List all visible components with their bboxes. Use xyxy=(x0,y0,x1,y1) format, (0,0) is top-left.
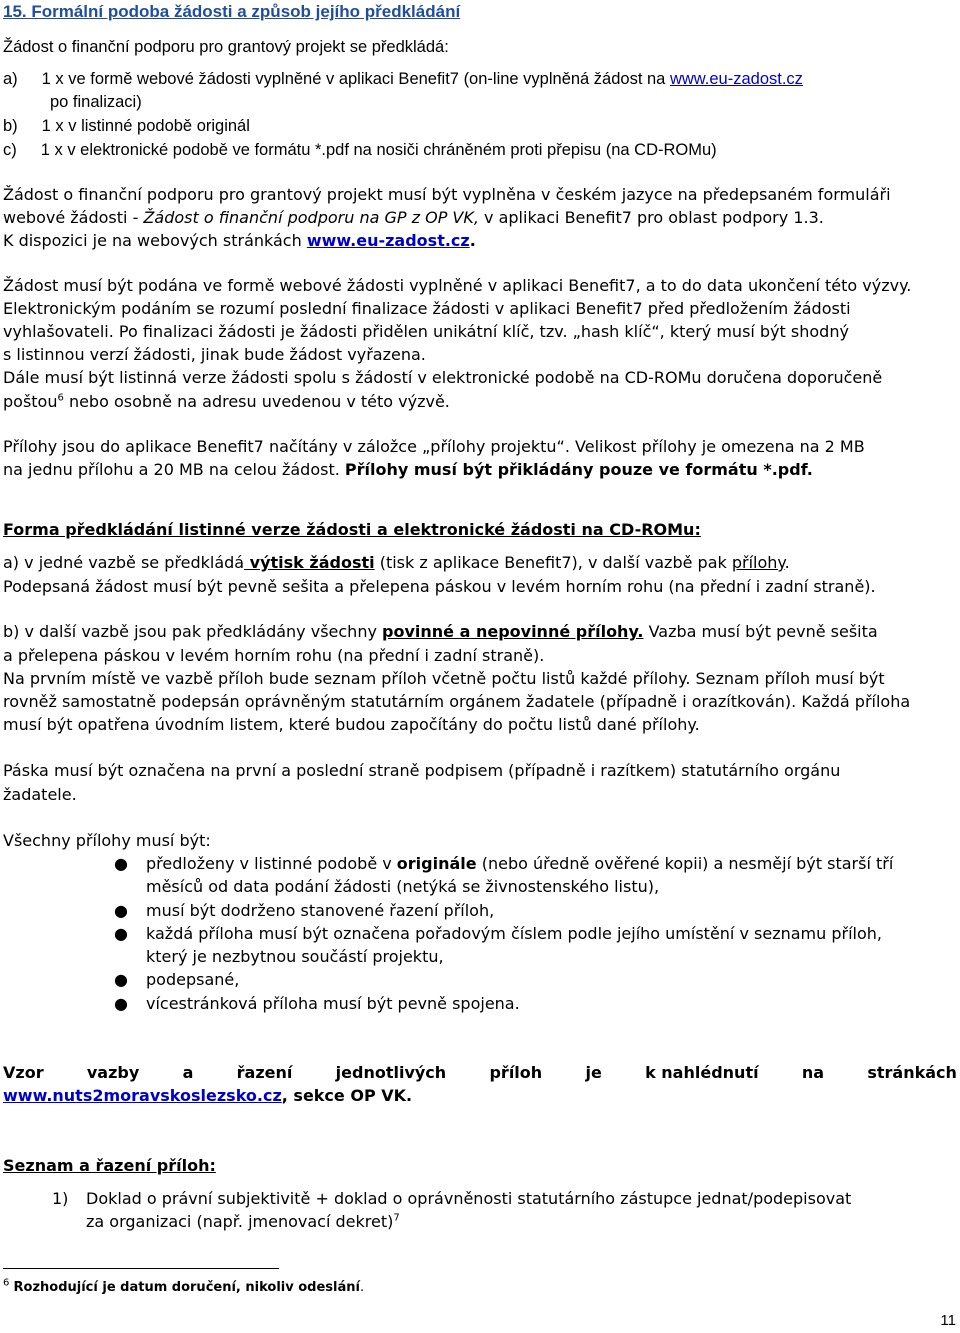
bullet-icon: ● xyxy=(114,924,128,943)
text-span: a) v jedné vazbě se předkládá xyxy=(3,553,245,572)
text-span: předloženy v listinné podobě v xyxy=(146,854,397,873)
list-item-c xyxy=(3,139,717,161)
text-span: b) v další vazbě jsou pak předkládány všechny xyxy=(3,622,383,641)
text-span: (nebo úředně ověřené kopii) a nesmějí být starší tří xyxy=(476,854,894,873)
bullet-item-line: měsíců od data podání žádosti (netýká se živnostenského listu), xyxy=(146,877,660,896)
text-span: . xyxy=(359,1280,365,1295)
text-span: řazení xyxy=(236,1063,293,1082)
nuts2-link[interactable]: www.nuts2moravskoslezsko.cz xyxy=(3,1086,282,1105)
paragraph-3-line-1: Přílohy jsou do aplikace Benefit7 načítány v záložce „přílohy projektu“. Velikost přílohy je omezena na 2 MB xyxy=(3,437,865,456)
text-span: příloh xyxy=(489,1063,543,1082)
attachments-intro: Všechny přílohy musí být: xyxy=(3,831,211,850)
text-span: vazby xyxy=(86,1063,140,1082)
form-section-heading: Forma předkládání listinné verze žádosti a elektronické žádosti na CD-ROMu: xyxy=(3,520,701,539)
text-span: . xyxy=(469,231,476,250)
bullet-icon: ● xyxy=(114,994,128,1013)
bullet-item-line: podepsané, xyxy=(146,970,240,989)
form-name: Žádost o finanční podporu na GP z OP VK, xyxy=(143,208,479,227)
stamp-paragraph-line: žadatele. xyxy=(3,785,77,804)
eu-zadost-link-2[interactable]: www.eu-zadost.cz xyxy=(306,231,470,250)
bullet-icon: ● xyxy=(114,854,128,873)
text-span: Vazba musí být pevně sešita xyxy=(643,622,878,641)
numbered-item-line xyxy=(86,1211,400,1233)
text-span: K dispozici je na webových stránkách xyxy=(3,231,307,250)
bullet-item-line: vícestránková příloha musí být pevně spojena. xyxy=(146,994,520,1013)
list-marker: c) xyxy=(3,141,17,159)
text-span: na jednu přílohu a 20 MB na celou žádost. xyxy=(3,460,345,479)
section-heading: 15. Formální podoba žádosti a způsob jejího předkládání xyxy=(3,2,461,21)
list-text: 1 x ve formě webové žádosti vyplněné v aplikaci Benefit7 (on-line vyplněná žádost na xyxy=(41,70,670,88)
footnote-divider xyxy=(3,1268,279,1269)
footnote-ref: 7 xyxy=(393,1212,400,1224)
form-b-line: rovněž samostatně podepsán oprávněným statutárním orgánem žadatele (případně i orazítkován). Každá příloha xyxy=(3,692,911,711)
attachments-list-heading: Seznam a řazení příloh: xyxy=(3,1156,216,1175)
text-span: na xyxy=(801,1063,825,1082)
text-span: originále xyxy=(396,854,477,873)
numbered-item-line: Doklad o právní subjektivitě + doklad o oprávněnosti statutárního zástupce jednat/podepisovat xyxy=(86,1189,852,1208)
text-span: poštou xyxy=(3,392,58,411)
footnote-ref: 6 xyxy=(57,392,64,404)
list-text: 1 x v elektronické podobě ve formátu *.pdf na nosiči chráněném proti přepisu (na CD-ROMu) xyxy=(40,141,717,159)
text-span: jednotlivých xyxy=(335,1063,447,1082)
text-span: . xyxy=(784,553,790,572)
footnote xyxy=(3,1278,364,1298)
paragraph-2-line: s listinnou verzí žádosti, jinak bude žádost vyřazena. xyxy=(3,345,426,364)
form-b-line: Na prvním místě ve vazbě příloh bude seznam příloh včetně počtu listů každé přílohy. Seznam příloh musí být xyxy=(3,669,885,688)
text-span: Vzor xyxy=(3,1063,44,1082)
stamp-paragraph-line: Páska musí být označena na první a poslední straně podpisem (případně i razítkem) statutárního orgánu xyxy=(3,761,841,780)
paragraph-2-line: Žádost musí být podána ve formě webové žádosti vyplněné v aplikaci Benefit7, a to do data ukončení této výzvy. xyxy=(3,276,912,295)
list-item-a xyxy=(3,68,803,90)
paragraph-2-line: Dále musí být listinná verze žádosti spolu s žádostí v elektronické podobě na CD-ROMu doručena doporučeně xyxy=(3,368,883,387)
binding-line-1 xyxy=(3,1062,957,1084)
bullet-item-line: každá příloha musí být označena pořadovým číslem podle jejího umístění v seznamu příloh, xyxy=(146,924,882,943)
text-span: za organizaci (např. jmenovací dekret) xyxy=(86,1212,394,1231)
numbered-marker: 1) xyxy=(52,1189,69,1208)
list-marker: a) xyxy=(3,70,18,88)
text-span: nebo osobně na adresu uvedenou v této výzvě. xyxy=(63,392,450,411)
form-a-emphasis: výtisk žádosti xyxy=(244,553,375,572)
text-span: a xyxy=(182,1063,194,1082)
text-span: , sekce OP VK. xyxy=(281,1086,413,1105)
pdf-requirement: Přílohy musí být přikládány pouze ve formátu *.pdf. xyxy=(344,460,813,479)
paragraph-2-line xyxy=(3,391,450,413)
paragraph-1-line-1: Žádost o finanční podporu pro grantový projekt musí být vyplněna v českém jazyce na předepsaném formuláři xyxy=(3,185,891,204)
list-item-a-continuation: po finalizaci) xyxy=(50,93,142,111)
list-marker: b) xyxy=(3,117,18,135)
bullet-item-line xyxy=(146,853,893,875)
list-item-b xyxy=(3,115,250,137)
paragraph-1-line-2 xyxy=(3,207,824,229)
eu-zadost-link[interactable]: www.eu-zadost.cz xyxy=(669,70,803,88)
bullet-icon: ● xyxy=(114,901,128,920)
form-a-line-2: Podepsaná žádost musí být pevně sešita a přelepena páskou v levém horním rohu (na přední i zadní straně). xyxy=(3,577,876,596)
page-number: 11 xyxy=(940,1312,956,1329)
text-span: přílohy xyxy=(731,553,785,572)
paragraph-2-line: vyhlašovateli. Po finalizaci žádosti je žádosti přidělen unikátní klíč, tzv. „hash klíč“, který musí být shodný xyxy=(3,322,849,341)
bullet-item-line: musí být dodrženo stanovené řazení příloh, xyxy=(146,901,495,920)
paragraph-3-line-2 xyxy=(3,459,813,481)
text-span: stránkách xyxy=(867,1063,957,1082)
text-span: (tisk z aplikace Benefit7), v další vazbě pak xyxy=(374,553,732,572)
paragraph-2-line: Elektronickým podáním se rozumí poslední finalizace žádosti v aplikaci Benefit7 před předložením žádosti xyxy=(3,299,851,318)
text-span: 6 xyxy=(3,1277,10,1289)
form-b-line-1 xyxy=(3,621,878,643)
form-b-line: musí být opatřena úvodním listem, které budou započítány do počtu listů dané přílohy. xyxy=(3,715,700,734)
text-span: k nahlédnutí xyxy=(645,1063,759,1082)
form-b-line: a přelepena páskou v levém horním rohu (na přední i zadní straně). xyxy=(3,646,545,665)
intro-text: Žádost o finanční podporu pro grantový projekt se předkládá: xyxy=(3,38,449,56)
form-a-line-1 xyxy=(3,552,790,574)
text-span: webové žádosti - xyxy=(3,208,144,227)
bullet-item-line: který je nezbytnou součástí projektu, xyxy=(146,947,444,966)
paragraph-1-line-3 xyxy=(3,230,476,252)
text-span: je xyxy=(585,1063,602,1082)
binding-line-2 xyxy=(3,1085,412,1107)
form-b-emphasis: povinné a nepovinné přílohy. xyxy=(382,622,644,641)
text-span: v aplikaci Benefit7 pro oblast podpory 1.3. xyxy=(478,208,824,227)
bullet-icon: ● xyxy=(114,970,128,989)
text-span: Rozhodující je datum doručení, nikoliv odeslání xyxy=(13,1280,360,1295)
list-text: 1 x v listinné podobě originál xyxy=(41,117,250,135)
